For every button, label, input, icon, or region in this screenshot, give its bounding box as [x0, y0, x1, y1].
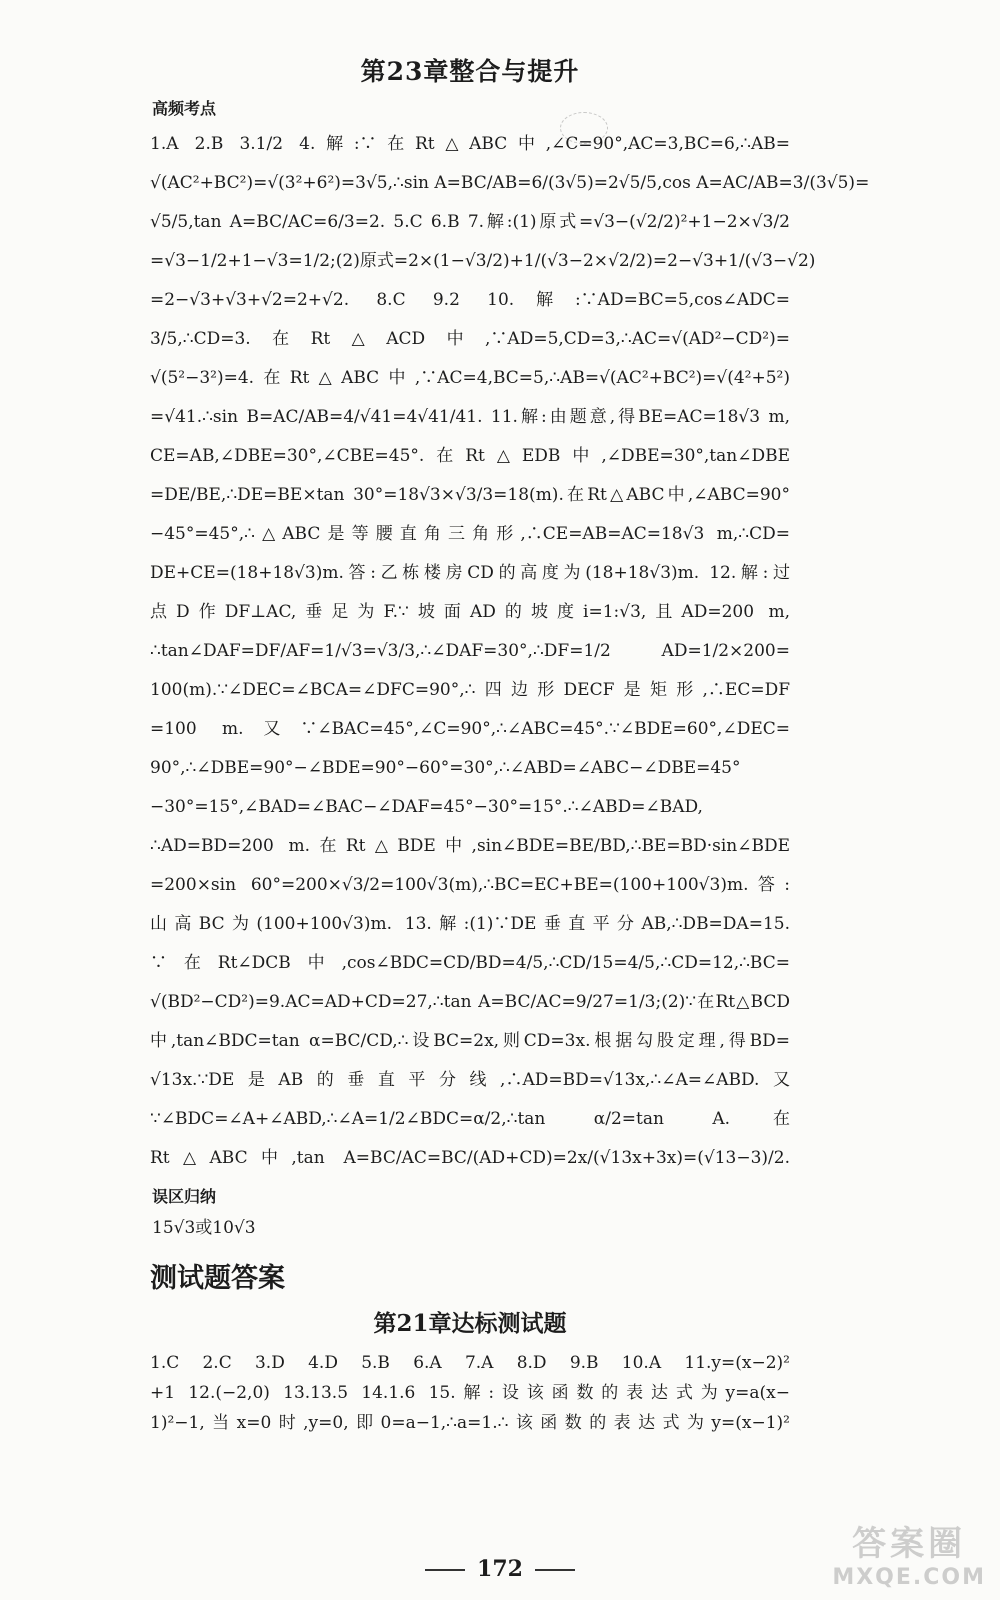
- answer-line: 1.A 2.B 3.1/2 4.解:∵在Rt△ABC中,∠C=90°,AC=3,BC=6,∴AB=: [150, 134, 790, 154]
- answer-line: √(BD²−CD²)=9.AC=AD+CD=27,∴tan A=BC/AC=9/27=1/3;(2)∵在Rt△BCD: [150, 992, 790, 1012]
- answer-line: ∴AD=BD=200 m.在Rt△BDE中,sin∠BDE=BE/BD,∴BE=BD·sin∠BDE: [150, 836, 790, 856]
- section-heading-frequent: 高频考点: [152, 99, 217, 118]
- answer-line: ∵∠BDC=∠A+∠ABD,∴∠A=1/2∠BDC=α/2,∴tan α/2=tan A.在: [150, 1109, 790, 1129]
- section-heading-mistakes: 误区归纳: [152, 1187, 217, 1206]
- answer-line: 3/5,∴CD=3.在Rt△ACD中,∵AD=5,CD=3,∴AC=√(AD²−CD²)=: [150, 329, 790, 349]
- test-title: 第21章达标测试题: [373, 1310, 567, 1337]
- answer-line: Rt△ABC中,tan A=BC/AC=BC/(AD+CD)=2x/(√13x+3x)=(√13−3)/2.: [150, 1148, 790, 1168]
- answer-block: [150, 125, 870, 1178]
- answer-line: =√3−1/2+1−√3=1/2;(2)原式=2×(1−√3/2)+1/(√3−2×√2/2)=2−√3+1/(√3−√2): [150, 251, 816, 271]
- answer-line: 90°,∴∠DBE=90°−∠BDE=90°−60°=30°,∴∠ABD=∠ABC−∠DBE=45°: [150, 758, 741, 778]
- answer-line: =√41.∴sin B=AC/AB=4/√41=4√41/41. 11.解:由题意,得BE=AC=18√3 m,: [150, 407, 790, 427]
- test-answer-line: 1.C 2.C 3.D 4.D 5.B 6.A 7.A 8.D 9.B 10.A 11.y=(x−2)²: [150, 1353, 790, 1373]
- page-number: 172: [380, 1556, 620, 1582]
- answer-line: √13x.∵DE是AB的垂直平分线,∴AD=BD=√13x,∴∠A=∠ABD.又: [150, 1070, 790, 1090]
- answer-line: CE=AB,∠DBE=30°,∠CBE=45°.在Rt△EDB中,∠DBE=30°,tan∠DBE: [150, 446, 790, 466]
- watermark-url: MXQE.COM: [832, 1565, 986, 1590]
- answer-line: −30°=15°,∠BAD=∠BAC−∠DAF=45°−30°=15°.∴∠ABD=∠BAD,: [150, 797, 703, 817]
- answer-line: √(5²−3²)=4.在Rt△ABC中,∵AC=4,BC=5,∴AB=√(AC²+BC²)=√(4²+5²): [150, 368, 790, 388]
- test-answer-line: +1 12.(−2,0) 13.13.5 14.1.6 15.解:设该函数的表达式为y=a(x−: [150, 1383, 790, 1403]
- answer-line: =2−√3+√3+√2=2+√2. 8.C 9.2 10.解:∵AD=BC=5,cos∠ADC=: [150, 290, 790, 310]
- chapter-title: 第23章整合与提升: [360, 57, 580, 86]
- answer-line: −45°=45°,∴△ABC是等腰直角三角形,∴CE=AB=AC=18√3 m,∴CD=: [150, 524, 790, 544]
- answer-line: =200×sin 60°=200×√3/2=100√3(m),∴BC=EC+BE=(100+100√3)m.答:: [150, 875, 790, 895]
- answer-line: √(AC²+BC²)=√(3²+6²)=3√5,∴sin A=BC/AB=6/(3√5)=2√5/5,cos A=AC/AB=3/(3√5)=: [150, 173, 870, 193]
- mistake-answer: 15√3或10√3: [152, 1218, 256, 1238]
- answer-line: ∵在Rt∠DCB中,cos∠BDC=CD/BD=4/5,∴CD/15=4/5,∴CD=12,∴BC=: [150, 953, 790, 973]
- watermark-text: 答案圈: [852, 1524, 967, 1564]
- answer-line: 100(m).∵∠DEC=∠BCA=∠DFC=90°,∴四边形DECF是矩形,∴EC=DF: [150, 680, 790, 700]
- answer-line: √5/5,tan A=BC/AC=6/3=2. 5.C 6.B 7.解:(1)原式=√3−(√2/2)²+1−2×√3/2: [150, 212, 790, 232]
- test-answer-block: [150, 1348, 790, 1438]
- test-answers-heading: 测试题答案: [150, 1263, 285, 1294]
- answer-line: ∴tan∠DAF=DF/AF=1/√3=√3/3,∴∠DAF=30°,∴DF=1/2 AD=1/2×200=: [150, 641, 790, 661]
- answer-line: 中,tan∠BDC=tan α=BC/CD,∴设BC=2x,则CD=3x.根据勾股定理,得BD=: [150, 1031, 790, 1051]
- answer-line: 山高BC为(100+100√3)m. 13.解:(1)∵DE垂直平分AB,∴DB=DA=15.: [150, 914, 790, 934]
- answer-line: =100 m.又∵∠BAC=45°,∠C=90°,∴∠ABC=45°.∵∠BDE=60°,∠DEC=: [150, 719, 790, 739]
- watermark-logo: [832, 1516, 986, 1590]
- answer-line: DE+CE=(18+18√3)m.答:乙栋楼房CD的高度为(18+18√3)m. 12.解:过: [150, 563, 790, 583]
- answer-page: [150, 40, 870, 1438]
- answer-line: =DE/BE,∴DE=BE×tan 30°=18√3×√3/3=18(m).在Rt△ABC中,∠ABC=90°: [150, 485, 790, 505]
- test-answer-line: 1)²−1,当x=0时,y=0,即0=a−1,∴a=1.∴该函数的表达式为y=(x−1)²: [150, 1413, 790, 1433]
- answer-line: 点D作DF⊥AC,垂足为F.∵坡面AD的坡度i=1:√3,且AD=200 m,: [150, 602, 790, 622]
